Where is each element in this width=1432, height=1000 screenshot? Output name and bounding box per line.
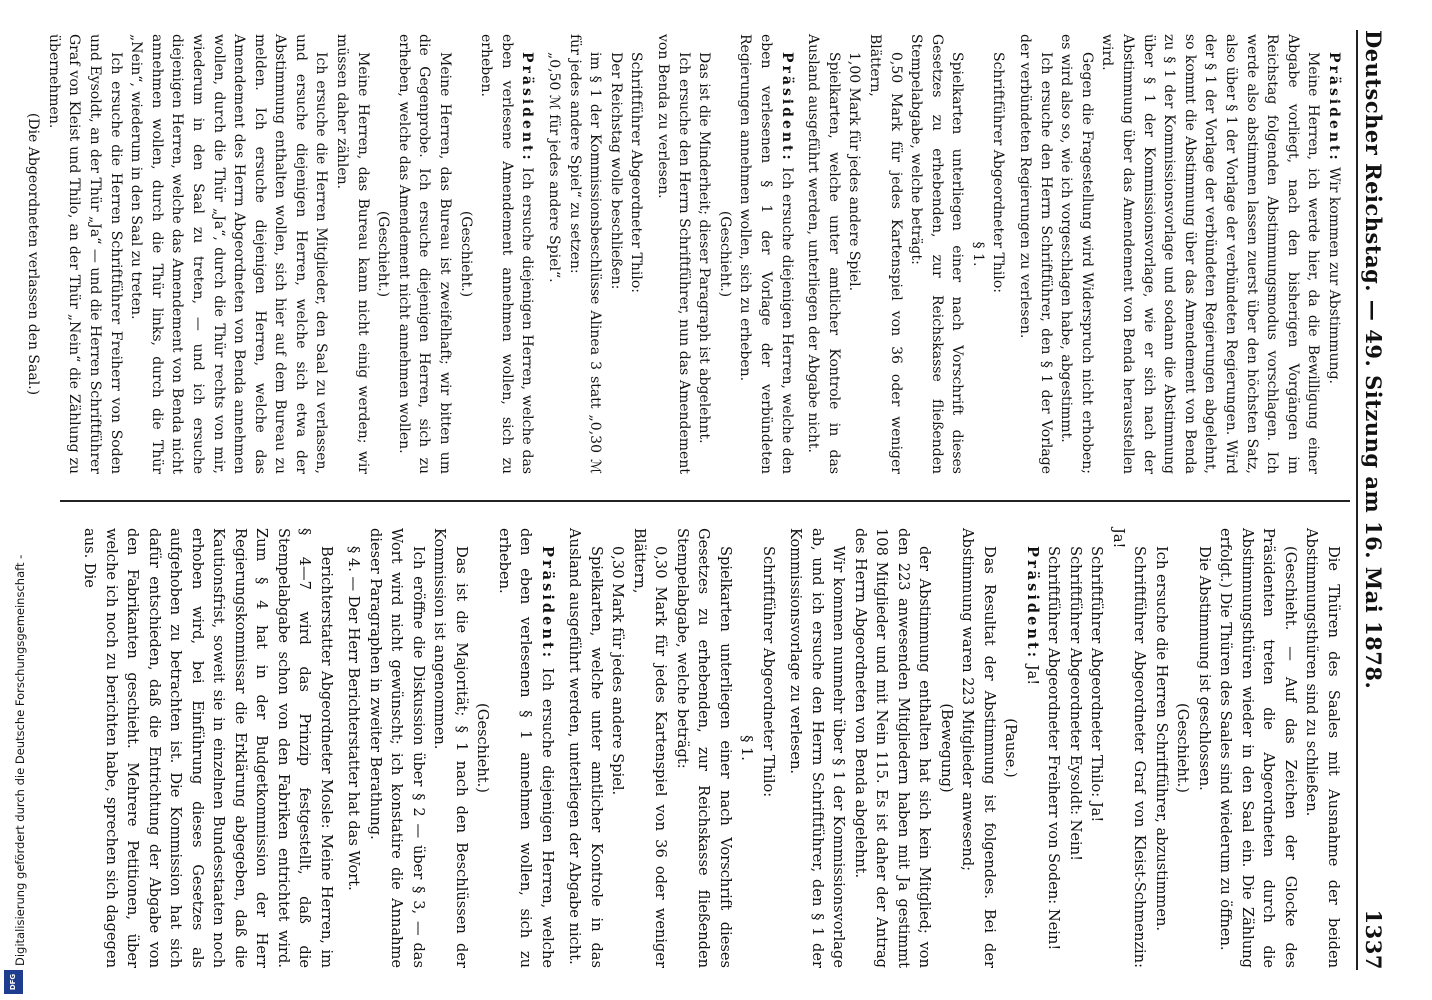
paragraph-text: Die Abstimmung ist geschlossen. xyxy=(1196,546,1213,791)
paragraph xyxy=(564,528,607,968)
centered-line xyxy=(1172,528,1194,968)
paragraph-text: 1,00 Mark für jedes andere Spiel. xyxy=(846,52,863,292)
paragraph-text: Das ist die Minderheit; dieser Paragraph ist abgelehnt. xyxy=(696,52,713,444)
paragraph xyxy=(607,528,629,968)
centered-line xyxy=(472,528,494,968)
dfg-logo xyxy=(4,970,23,994)
digitization-credit: Digitalisierung gefördert durch die Deutsche Forschungsgemeinschaft - xyxy=(13,554,27,966)
speaker-label: Präsident: xyxy=(519,52,536,163)
paragraph-text: (Geschieht.) xyxy=(1174,703,1192,793)
paragraph xyxy=(844,34,865,474)
page-header xyxy=(1356,30,1390,970)
paragraph xyxy=(1065,528,1087,968)
paragraph xyxy=(393,34,455,474)
paragraph xyxy=(957,528,1000,968)
digitization-sidebar xyxy=(0,0,26,1000)
paragraph-text: (Geschieht.) xyxy=(457,210,474,298)
paragraph-text: Spielkarten, welche unter amtlicher Kontrole in das Ausland ausgeführt werden, unterliegen der Abgabe nicht. xyxy=(805,34,842,474)
paragraph-text: Schriftführer Abgeordneter Graf von Kleist-Schmenzin: Ja! xyxy=(1110,528,1149,968)
paragraph-text: Spielkarten unterliegen einer nach Vorschrift dieses Gesetzes zu erhebenden, zur Reichskasse fließenden Stempelabgabe, welche beträgt: xyxy=(908,34,966,474)
paragraph xyxy=(672,528,737,968)
right-column xyxy=(79,528,1344,968)
speaker-label: Präsident: xyxy=(1326,52,1342,163)
paragraph-text: „0,50 ℳ für jedes andere Spiel“. xyxy=(546,52,563,283)
paragraph-text: der Abstimmung enthalten hat sich kein Mitglied; von den 223 anwesenden Mitgliedern haben mit Ja gestimmt 108 Mitglieder und mit Nein 115. Es ist daher der Antrag des Herrn Abgeordneten von Benda abgelehnt. xyxy=(852,528,934,968)
paragraph-text: § 1. xyxy=(969,241,986,267)
paragraph-text: Schriftführer Abgeordneter Thilo: xyxy=(990,52,1007,293)
paragraph-text: im § 1 der Kommissionsbeschlüsse Alinea 3 statt „0,30 ℳ für jedes andere Spiel“ zu setzen: xyxy=(566,34,604,474)
paragraph-text: Berichterstatter Abgeordneter Mosle: Meine Herren, im § 4—7 wird das Prinzip festgestellt, daß die Stempelabgabe schon von den Fabriken entrichtet wird. Zum § 4 hat in der Budgetkommission der Herr Regierungskommissar die Erklärung abgegeben, daß die Kautionsfrist, soweit sie in einzelnen Bundesstaaten noch erhoben wird, bei Einführung dieses Gesetzes als aufgehoben zu betrachten ist. Die Kommission hat sich dafür entschieden, daß die Entrichtung der Abgabe von den Fabrikanten geschieht. Mehrere Petitionen, über welche ich noch zu berichten habe, sprechen sich dagegen aus. Die xyxy=(81,528,335,968)
speaker-label: Präsident: xyxy=(1024,546,1041,661)
page-number: 1337 xyxy=(1361,909,1386,970)
paragraph xyxy=(126,34,332,474)
paragraph xyxy=(906,34,968,474)
paragraph xyxy=(332,34,373,474)
centered-line xyxy=(373,34,394,474)
left-column xyxy=(23,34,1344,474)
paragraph xyxy=(1097,34,1324,474)
centered-line xyxy=(1000,528,1022,968)
paragraph xyxy=(1108,528,1151,968)
paragraph-text: Meine Herren, ich werde hier, da die Bewilligung einer Abgabe vorliegt, nach den bisherigen Vorgängen im Reichstag folgenden Abstimmungsmodus vorschlagen. Ich werde also abstimmen lassen zuerst über den höchsten Satz, also über § 1 der Vorlage der verbündeten Regierungen. Wird der § 1 der Vorlage der verbündeten Regierungen abgelehnt, so kommt die Abstimmung über das Amendement von Benda zu § 1 der Kommissionsvorlage und sodann die Abstimmung über § 1 der Kommissionsvorlage, wie er sich nach der Abstimmung über das Amendement von Benda herausstellen wird. xyxy=(1099,34,1322,474)
speaker-label: Präsident: xyxy=(778,52,795,163)
paragraph xyxy=(652,34,693,474)
paragraph xyxy=(43,34,125,474)
column-divider xyxy=(60,500,1350,502)
paragraph xyxy=(629,528,672,968)
centered-line xyxy=(967,34,988,474)
paragraph-text: Schriftführer Abgeordneter Thilo: xyxy=(628,52,645,293)
paragraph-text: (Geschieht. — Auf das Zeichen der Glocke des Präsidenten treten die Abgeordneten durch die Abstimmungsthüren wieder in den Saal ein. Die Zählung erfolgt.) Die Thüren des Saales sind wiederum zu öffnen. xyxy=(1217,528,1299,968)
paragraph xyxy=(803,34,844,474)
paragraph xyxy=(476,34,538,474)
paragraph-text: Meine Herren, das Bureau kann nicht einig werden; wir müssen daher zählen. xyxy=(334,34,371,474)
centered-line xyxy=(455,34,476,474)
dfg-logo-text: DFG xyxy=(9,973,18,991)
paragraph-text: Ich ersuche den Herrn Schriftführer, nun das Amendement von Benda zu verlesen. xyxy=(655,34,692,474)
centered-line xyxy=(714,34,735,474)
paragraph xyxy=(1015,34,1056,474)
paragraph-text: Ich ersuche den Herrn Schriftführer, den § 1 der Vorlage der verbündeten Regierungen zu verlesen. xyxy=(1017,34,1054,474)
paragraph xyxy=(1022,528,1044,968)
paragraph xyxy=(79,528,337,968)
paragraph xyxy=(1301,528,1344,968)
header-rule xyxy=(1356,30,1358,970)
paragraph xyxy=(1194,528,1216,968)
paragraph xyxy=(988,34,1009,474)
paragraph-text: (Die Abgeordneten verlassen den Saal.) xyxy=(25,112,42,396)
centered-line xyxy=(736,528,758,968)
paragraph-text: 0,50 Mark für jedes Kartenspiel von 36 oder weniger Blättern, xyxy=(866,34,904,474)
paragraph-text: Ich ersuche die Herren Schriftführer, abzustimmen. xyxy=(1153,546,1170,932)
paragraph-text: Schriftführer Abgeordneter Eysoldt: Nein! xyxy=(1067,546,1084,861)
paragraph-text: Die Thüren des Saales mit Ausnahme der beiden Abstimmungsthüren sind zu schließen. xyxy=(1303,528,1342,968)
paragraph-text: § 1. xyxy=(738,735,756,761)
paragraph xyxy=(1086,528,1108,968)
paragraph-text: Das Resultat der Abstimmung ist folgendes. Bei der Abstimmung waren 223 Mitglieder anwesend; xyxy=(959,528,998,968)
paragraph-text: 0,30 Mark für jedes Kartenspiel von 36 oder weniger Blättern, xyxy=(631,528,670,968)
paragraph xyxy=(864,34,905,474)
paragraph-text: Das ist die Majorität; § 1 nach den Beschlüssen der Kommission ist angenommen. xyxy=(431,528,470,968)
paragraph xyxy=(758,528,780,968)
paragraph xyxy=(626,34,647,474)
running-title: Deutscher Reichstag. — 49. Sitzung am 16. Mai 1878. xyxy=(1361,30,1386,690)
paragraph-text: Schriftführer Abgeordneter Thilo: xyxy=(760,546,777,798)
paragraph xyxy=(429,528,472,968)
paragraph xyxy=(735,34,797,474)
paragraph-text: (Geschieht.) xyxy=(474,703,492,793)
paragraph-text: Gegen die Fragestellung wird Widerspruch nicht erhoben; es wird also so, wie ich vorgeschlagen habe, abgestimmt. xyxy=(1058,34,1095,474)
paragraph xyxy=(1215,528,1301,968)
centered-line xyxy=(936,528,958,968)
paragraph xyxy=(785,528,850,968)
paragraph-text: Ich ersuche diejenigen Herren, welche den eben verlesenen § 1 annehmen wollen, sich zu erheben. xyxy=(496,528,556,968)
paragraph xyxy=(1151,528,1173,968)
paragraph-text: Ich ersuche diejenigen Herren, welche den eben verlesenen § 1 der Vorlage der verbündeten Regierungen annehmen wollen, sich zu erheben. xyxy=(737,34,795,474)
paragraph xyxy=(343,528,365,968)
paragraph-text: Schriftführer Abgeordneter Thilo: Ja! xyxy=(1088,546,1106,823)
paragraph-text: Spielkarten, welche unter amtlicher Kontrole in das Ausland ausgeführt werden, unterliegen der Abgabe nicht. xyxy=(566,528,605,968)
paragraph-text: Der Reichstag wolle beschließen: xyxy=(607,52,624,290)
paragraph-text: § 4. — Der Herr Berichterstatter hat das Wort. xyxy=(345,546,363,891)
paragraph-text: Wir kommen zur Abstimmung. xyxy=(1326,162,1342,385)
paragraph-text: Spielkarten unterliegen einer nach Vorschrift dieses Gesetzes zu erhebenden, zur Reichskasse fließenden Stempelabgabe, welche beträgt: xyxy=(674,528,734,968)
paragraph xyxy=(694,34,715,474)
speaker-label: Präsident: xyxy=(539,546,556,661)
paragraph-text: Meine Herren, das Bureau ist zweifelhaft; wir bitten um die Gegenprobe. Ich ersuche diejenigen Herren, sich zu erheben, welche das Amendement nicht annehmen wollen. xyxy=(395,34,454,474)
paragraph-text: Wir kommen nunmehr über § 1 der Kommissionsvorlage ab, und ich ersuche den Herrn Schriftführer, den § 1 der Kommissionsvorlage zu verlesen. xyxy=(787,528,848,968)
paragraph-text: Ja! xyxy=(1024,660,1041,686)
paragraph-text: (Geschieht.) xyxy=(716,210,733,298)
paragraph xyxy=(365,528,430,968)
paragraph-text: (Bewegung) xyxy=(938,703,955,793)
paragraph xyxy=(1043,528,1065,968)
paragraph-text: Ich ersuche die Herren Schriftführer Freiherr von Soden und Eysoldt, an der Thür „Ja“ — und die Herren Schriftführer Graf von Kleist und Thilo, an der Thür „Nein“ die Zählung zu übernehmen. xyxy=(45,34,124,474)
paragraph xyxy=(1056,34,1097,474)
paragraph-text: Ich eröffne die Diskussion über § 2 — über § 3, — das Wort wird nicht gewünscht; ich konstatire die Annahme dieser Paragraphen in zweiter Berathung. xyxy=(367,528,427,968)
paragraph xyxy=(494,528,559,968)
paragraph-text: Ich ersuche diejenigen Herren, welche das eben verlesene Amendement annehmen wollen, sich zu erheben. xyxy=(478,34,536,474)
paragraph-text: (Pause.) xyxy=(1002,718,1020,778)
paragraph-text: Schriftführer Abgeordneter Freiherr von Soden: Nein! xyxy=(1045,546,1063,951)
paragraph xyxy=(605,34,626,474)
paragraph xyxy=(850,528,936,968)
paragraph xyxy=(543,34,564,474)
paragraph-text: Ich ersuche die Herren Mitglieder, den Saal zu verlassen, und ersuche diejenigen Herren, welche sich etwa der Abstimmung enthalten wollen, sich hier auf dem Bureau zu melden. Ich ersuche diejenigen Herren, welche das Amendement des Herrn Abgeordneten von Benda annehmen wollen, durch die Thür „Ja“, durch die Thür rechts von mir, wiederum in den Saal zu treten, — und ich ersuche diejenigen Herren, welche das Amendement von Benda nicht annehmen wollen, durch die Thür links, durch die Thür „Nein“, wiederum in den Saal zu treten. xyxy=(128,34,330,474)
paragraph-text: (Geschieht.) xyxy=(375,210,392,298)
paragraph xyxy=(1323,34,1344,474)
paragraph-text: 0,30 Mark für jedes andere Spiel. xyxy=(609,546,627,796)
paragraph xyxy=(564,34,605,474)
